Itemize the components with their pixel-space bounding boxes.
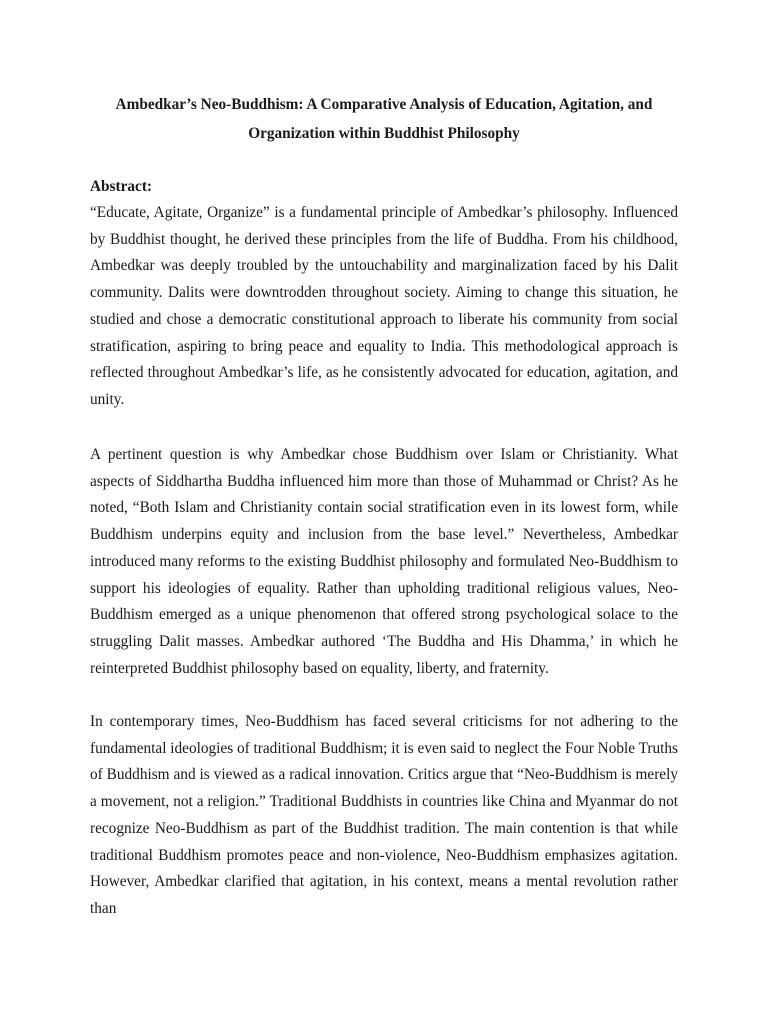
- document-title: Ambedkar’s Neo-Buddhism: A Comparative Analysis of Education, Agitation, and Organization within Buddhist Philosophy: [115, 96, 653, 142]
- paragraph: A pertinent question is why Ambedkar chose Buddhism over Islam or Christianity. What aspects of Siddhartha Buddha influenced him more than those of Muhammad or Christ? As he noted, “Both Islam and Christianity contain social stratification even in its lowest form, while Buddhism underpins equity and inclusion from the base level.” Nevertheless, Ambedkar introduced many reforms to the existing Buddhist philosophy and formulated Neo-Buddhism to support his ideologies of equality. Rather than upholding traditional religious values, Neo-Buddhism emerged as a unique phenomenon that offered strong psychological solace to the struggling Dalit masses. Ambedkar authored ‘The Buddha and His Dhamma,’ in which he reinterpreted Buddhist philosophy based on equality, liberty, and fraternity.: [90, 446, 678, 677]
- abstract-heading: Abstract:: [90, 178, 153, 195]
- paragraph: “Educate, Agitate, Organize” is a fundamental principle of Ambedkar’s philosophy. Influenced by Buddhist thought, he derived these principles from the life of Buddha. From his childhood, Ambedkar was deeply troubled by the untouchability and marginalization faced by his Dalit community. Dalits were downtrodden throughout society. Aiming to change this situation, he studied and chose a democratic constitutional approach to liberate his community from social stratification, aspiring to bring peace and equality to India. This methodological approach is reflected throughout Ambedkar’s life, as he consistently advocated for education, agitation, and unity.: [90, 204, 678, 408]
- paragraph: In contemporary times, Neo-Buddhism has faced several criticisms for not adhering to the fundamental ideologies of traditional Buddhism; it is even said to neglect the Four Noble Truths of Buddhism and is viewed as a radical innovation. Critics argue that “Neo-Buddhism is merely a movement, not a religion.” Traditional Buddhists in countries like China and Myanmar do not recognize Neo-Buddhism as part of the Buddhist tradition. The main contention is that while traditional Buddhism promotes peace and non-violence, Neo-Buddhism emphasizes agitation. However, Ambedkar clarified that agitation, in his context, means a mental revolution rather than: [90, 713, 679, 917]
